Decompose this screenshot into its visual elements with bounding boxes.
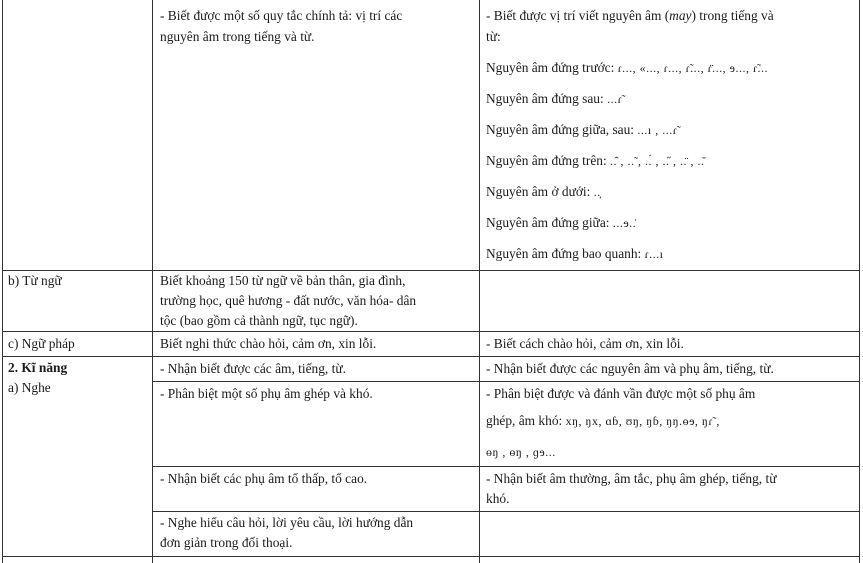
nghe-r3-col3-line1: - Nhận biết âm thường, âm tắc, phụ âm ghép, tiếng, từ xyxy=(486,471,777,486)
nghe-r2-col2: - Phân biệt một số phụ âm ghép và khó. xyxy=(160,386,373,401)
vowel-glyphs: ...ɘ..̇ xyxy=(612,216,637,230)
vowel-line xyxy=(486,212,636,234)
nghe-r4-col2-line1: - Nghe hiểu câu hỏi, lời yêu cầu, lời hướng dẫn xyxy=(160,515,414,530)
nghe-r2-col3-line2 xyxy=(486,410,720,432)
row-label-tu-ngu: b) Từ ngữ xyxy=(8,273,62,288)
tu-ngu-line3: tộc (bao gồm cả thành ngữ, tục ngữ). xyxy=(160,313,358,328)
rule-col2-line1: - Biết được một số quy tắc chính tả: vị trí các xyxy=(160,8,403,23)
nghe-r1-col3: - Nhận biết được các nguyên âm và phụ âm, tiếng, từ. xyxy=(486,361,774,376)
nghe-r2-col3-line3 xyxy=(486,441,556,463)
row-label-ngu-phap: c) Ngữ pháp xyxy=(8,336,75,351)
vowel-line xyxy=(486,57,768,79)
row-divider xyxy=(2,270,860,271)
nghe-r4-col2-line2: đơn giản trong đối thoại. xyxy=(160,535,293,550)
row-divider xyxy=(152,466,860,467)
table-border-right xyxy=(859,0,860,563)
row-divider xyxy=(2,356,860,357)
vowel-label: Nguyên âm đứng trên: xyxy=(486,153,607,168)
vowel-label: Nguyên âm ở dưới: xyxy=(486,184,591,199)
vowel-label: Nguyên âm đứng giữa: xyxy=(486,215,610,230)
nghe-r2-text: ghép, âm khó: xyxy=(486,413,563,428)
vowel-glyphs: ɾ..., «..., ɾ..., ɾ̃..., ɾ̈..., ɘ..., ɾ̃... xyxy=(617,61,768,75)
row-divider xyxy=(2,331,860,332)
vowel-label: Nguyên âm đứng bao quanh: xyxy=(486,246,642,261)
rule-col3-text-end: ) trong tiếng và xyxy=(691,8,774,23)
consonant-glyphs: ɵŋ , ɵŋ , ɡɘ... xyxy=(486,445,556,459)
table-col-divider-1 xyxy=(152,0,153,563)
vowel-glyphs: ..̦ xyxy=(593,185,601,199)
tu-ngu-line2: trường học, quê hương - đất nước, văn hóa- dân xyxy=(160,293,417,308)
nghe-r1-col2: - Nhận biết được các âm, tiếng, từ. xyxy=(160,361,346,376)
rule-col3-text: - Biết được vị trí viết nguyên âm ( xyxy=(486,8,670,23)
section-heading-ki-nang: 2. Kĩ năng xyxy=(8,360,68,375)
rule-col3-line2: từ: xyxy=(486,29,501,44)
vowel-glyphs: ...ɾ̃ xyxy=(607,92,623,106)
table-border-bottom xyxy=(2,556,860,557)
ngu-phap-col2: Biết nghi thức chào hỏi, cảm ơn, xin lỗi. xyxy=(160,336,377,351)
vowel-line xyxy=(486,181,601,203)
vowel-line xyxy=(486,88,622,110)
consonant-glyphs: xŋ, ŋx, ɑɓ, ʊŋ, ŋɓ, ŋŋ.ɵɘ, ŋɾ̃ , xyxy=(565,414,720,428)
nghe-r3-col2: - Nhận biết các phụ âm tổ thấp, tổ cao. xyxy=(160,471,368,486)
nghe-r2-col3-line1: - Phân biệt được và đánh vần được một số phụ âm xyxy=(486,386,756,401)
vowel-label: Nguyên âm đứng trước: xyxy=(486,60,615,75)
vowel-label: Nguyên âm đứng sau: xyxy=(486,91,604,106)
table-col-divider-2 xyxy=(479,0,480,563)
rule-col3-line1 xyxy=(486,5,774,26)
table-border-left xyxy=(2,0,3,563)
vowel-line xyxy=(486,243,663,265)
vowel-line xyxy=(486,119,677,141)
nghe-r3-col3-line2: khó. xyxy=(486,491,510,506)
ngu-phap-col3: - Biết cách chào hỏi, cảm ơn, xin lỗi. xyxy=(486,336,684,351)
vowel-line xyxy=(486,150,705,172)
vowel-glyphs: ..̂ , ..̃ , ..́ , ..̋ , ..̈ , ..̆ xyxy=(610,154,705,168)
vowel-glyphs: ɾ...ı xyxy=(644,247,664,261)
row-label-nghe: a) Nghe xyxy=(8,380,51,395)
row-divider xyxy=(152,381,860,382)
vowel-label: Nguyên âm đứng giữa, sau: xyxy=(486,122,635,137)
rule-col2-line2: nguyên âm trong tiếng và từ. xyxy=(160,29,315,44)
tu-ngu-line1: Biết khoảng 150 từ ngữ về bản thân, gia đình, xyxy=(160,273,406,288)
vowel-glyphs: ...ı , ...ɾ̃ xyxy=(637,123,678,137)
may-term: may xyxy=(669,8,692,23)
